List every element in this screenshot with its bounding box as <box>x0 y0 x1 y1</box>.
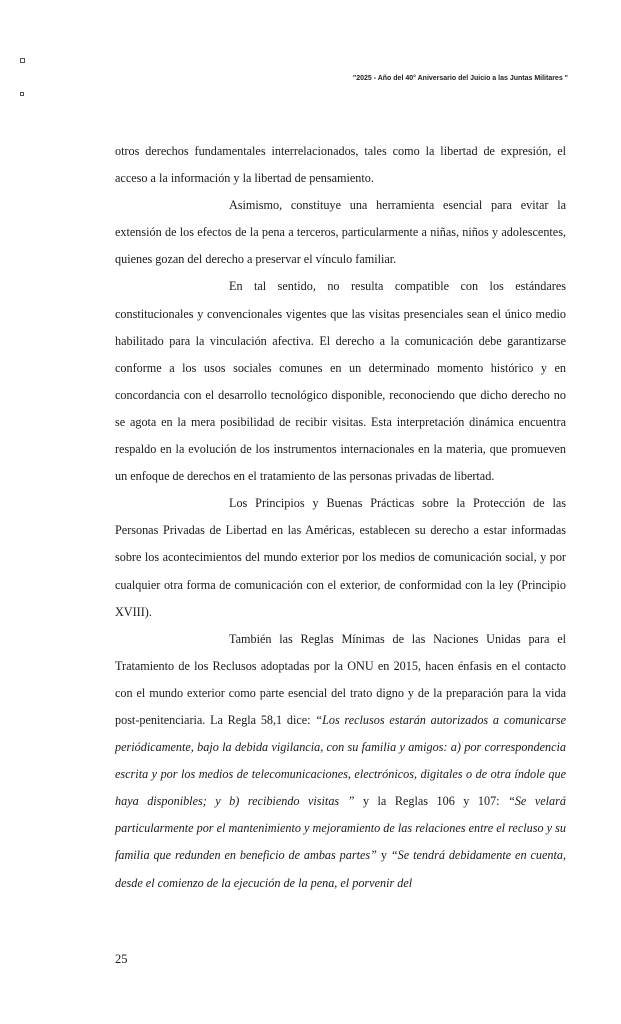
paragraph-text: otros derechos fundamentales interrelacionados, tales como la libertad de expresión, el acceso a la información y la libertad de pensamiento. <box>115 144 566 186</box>
paragraph <box>115 138 566 192</box>
paragraph <box>115 273 566 490</box>
punch-mark <box>20 92 24 96</box>
paragraph <box>115 490 566 625</box>
quoted-text: “Se velará particularmente por el mantenimiento y mejoramiento de las relaciones entre el recluso y su familia que redunden en beneficio de ambas partes” <box>115 794 566 863</box>
document-body <box>115 138 566 897</box>
paragraph <box>115 626 566 897</box>
paragraph <box>115 192 566 273</box>
paragraph-text: Asimismo, constituye una herramienta esencial para evitar la extensión de los efectos de la pena a terceros, particularmente a niñas, niños y adolescentes, quienes gozan del derecho a preservar el vínculo familiar. <box>115 198 566 267</box>
quoted-text: “Los reclusos estarán autorizados a comunicarse periódicamente, bajo la debida vigilancia, con su familia y amigos: a) por correspondencia escrita y por los medios de telecomunicaciones, electrónicos, digitales o de otra índole que haya disponibles; y b) recibiendo visitas ” <box>115 712 566 809</box>
page-header: "2025 - Año del 40° Aniversario del Juicio a las Juntas Militares " <box>352 75 568 82</box>
quoted-text: “Se tendrá debidamente en cuenta, desde el comienzo de la ejecución de la pena, el porvenir del <box>115 848 566 890</box>
punch-mark <box>20 58 25 63</box>
paragraph-text: Los Principios y Buenas Prácticas sobre la Protección de las Personas Privadas de Libertad en las Américas, establecen su derecho a estar informadas sobre los acontecimientos del mundo exterior por los medios de comunicación social, y por cualquier otra forma de comunicación con el exterior, de conformidad con la ley (Principio XVIII). <box>115 496 566 619</box>
paragraph-text: y <box>376 848 391 863</box>
paragraph-text: En tal sentido, no resulta compatible con los estándares constitucionales y convencionales vigentes que las visitas presenciales sean el único medio habilitado para la vinculación afectiva. El derecho a la comunicación debe garantizarse conforme a los usos sociales comunes en un determinado momento histórico y en concordancia con el desarrollo tecnológico disponible, reconociendo que dicho derecho no se agota en la mera posibilidad de recibir visitas. Esta interpretación dinámica encuentra respaldo en la evolución de los instrumentos internacionales en la materia, que promueven un enfoque de derechos en el tratamiento de las personas privadas de libertad. <box>115 279 566 484</box>
page-number: 25 <box>115 952 128 966</box>
paragraph-text: y la Reglas 106 y 107: <box>354 794 509 809</box>
paragraph-text: También las Reglas Mínimas de las Naciones Unidas para el Tratamiento de los Reclusos adoptadas por la ONU en 2015, hacen énfasis en el contacto con el mundo exterior como parte esencial del trato digno y de la preparación para la vida post-penitenciaria. La Regla 58,1 dice: <box>115 631 566 727</box>
